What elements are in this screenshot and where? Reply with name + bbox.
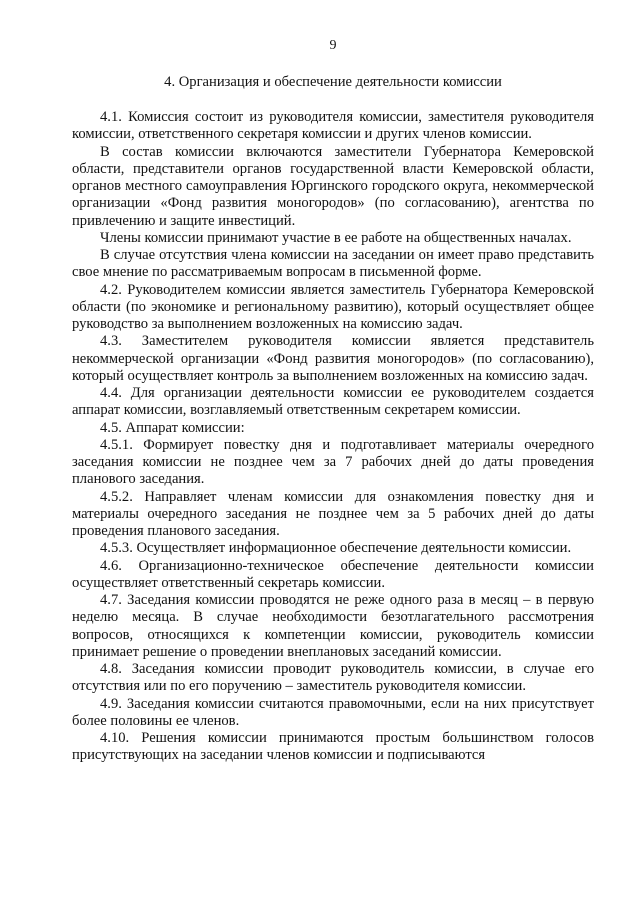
- paragraph-absence: В случае отсутствия члена комиссии на заседании он имеет право представить свое мнение по рассматриваемым вопросам в письменной форме.: [72, 247, 594, 281]
- paragraph-4-2: 4.2. Руководителем комиссии является заместитель Губернатора Кемеровской области (по экономике и региональному развитию), который осуществляет общее руководство за выполнением возложенных на комиссию задач.: [72, 281, 594, 332]
- paragraph-4-5-2: 4.5.2. Направляет членам комиссии для ознакомления повестку дня и материалы очередного заседания не позднее чем за 5 рабочих дней до даты проведения планового заседания.: [72, 488, 594, 539]
- paragraph-4-6: 4.6. Организационно-техническое обеспечение деятельности комиссии осуществляет ответственный секретарь комиссии.: [72, 557, 594, 591]
- page-number: 9: [329, 38, 337, 53]
- paragraph-4-5-3: 4.5.3. Осуществляет информационное обеспечение деятельности комиссии.: [100, 540, 572, 557]
- paragraph-4-1: 4.1. Комиссия состоит из руководителя комиссии, заместителя руководителя комиссии, ответственного секретаря комиссии и других членов комиссии.: [72, 109, 594, 143]
- paragraph-4-5-1: 4.5.1. Формирует повестку дня и подготавливает материалы очередного заседания комиссии не позднее чем за 7 рабочих дней до даты проведения планового заседания.: [72, 436, 594, 488]
- section-heading: 4. Организация и обеспечение деятельности комиссии: [164, 74, 502, 90]
- paragraph-4-3: 4.3. Заместителем руководителя комиссии является представитель некоммерческой организации «Фонд развития моногородов» (по согласованию), который осуществляет контроль за выполнением возложенных на комиссию задач.: [72, 333, 594, 384]
- paragraph-4-5: 4.5. Аппарат комиссии:: [100, 419, 245, 436]
- paragraph-volunteer: Члены комиссии принимают участие в ее работе на общественных началах.: [100, 229, 572, 246]
- document-body: [72, 109, 594, 765]
- document-page: [72, 38, 594, 765]
- paragraph-4-7: 4.7. Заседания комиссии проводятся не реже одного раза в месяц – в первую неделю месяца. В случае необходимости безотлагательного рассмотрения вопросов, относящихся к компетенции комиссии, руководитель комиссии принимает решение о проведении внеплановых заседаний комиссии.: [72, 592, 594, 660]
- paragraph-composition: В состав комиссии включаются заместители Губернатора Кемеровской области, представители органов государственной власти Кемеровской области, органов местного самоуправления Юргинского городского округа, некоммерческой организации «Фонд развития моногородов» (по согласованию), агентства по привлечению и защите инвестиций.: [72, 143, 594, 229]
- paragraph-4-4: 4.4. Для организации деятельности комиссии ее руководителем создается аппарат комиссии, возглавляемый ответственным секретарем комиссии.: [72, 385, 594, 419]
- paragraph-4-10: 4.10. Решения комиссии принимаются простым большинством голосов присутствующих на заседании членов комиссии и подписываются: [72, 730, 594, 764]
- paragraph-4-8: 4.8. Заседания комиссии проводит руководитель комиссии, в случае его отсутствия или по его поручению – заместитель руководителя комиссии.: [72, 661, 594, 695]
- paragraph-4-9: 4.9. Заседания комиссии считаются правомочными, если на них присутствует более половины ее членов.: [72, 695, 594, 729]
